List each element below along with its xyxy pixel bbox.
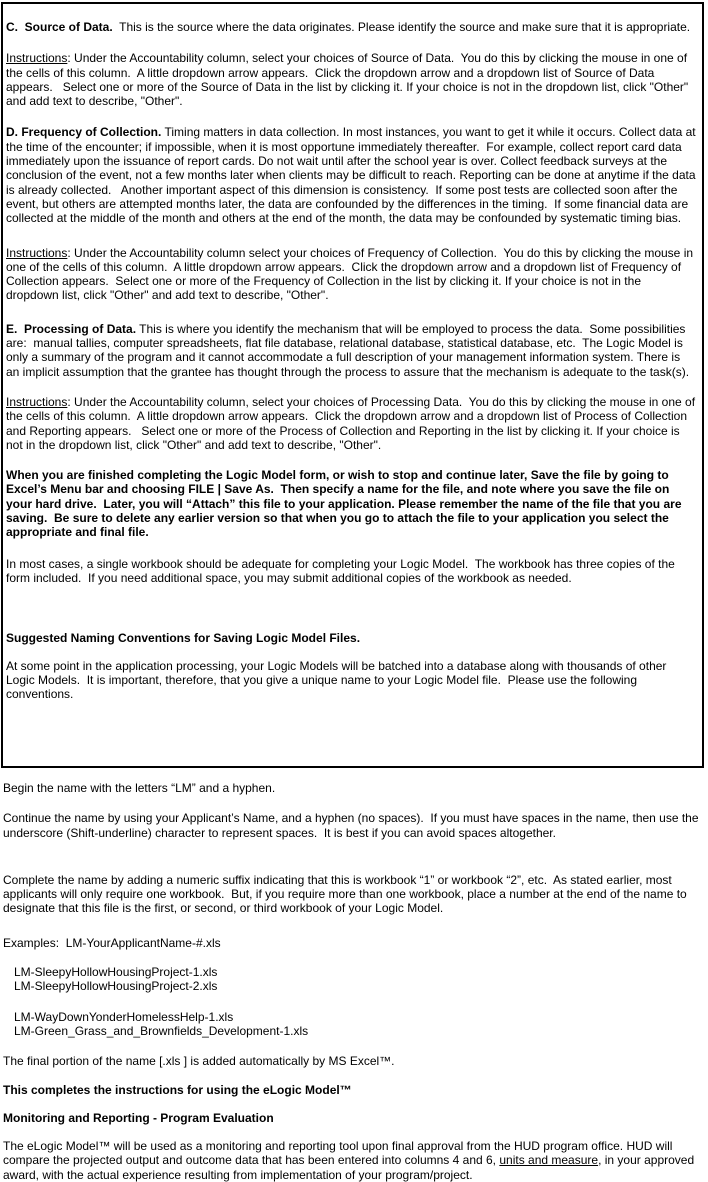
heading-monitoring-reporting <box>3 1111 705 1125</box>
para-unique-name <box>6 659 696 702</box>
text-run: Complete the name by adding a numeric suffix indicating that this is workbook “1” or workbook “2”, etc. As stated earlier, most applicants will only require one workbook. But, if you require more than one workbook, place a number at the end of the name to designate that this file is the first, or second, or third workbook of your Logic Model. <box>3 872 691 916</box>
bold-text-run: Suggested Naming Conventions for Saving Logic Model Files. <box>6 631 361 646</box>
para-instructions-source-of-data <box>6 51 696 108</box>
bold-text-run: E. Processing of Data. <box>6 321 137 336</box>
para-source-of-data <box>6 20 696 34</box>
text-run: In most cases, a single workbook should be adequate for completing your Logic Model. The workbook has three copies of the form included. If you need additional space, you may submit additional copies of the workbook as needed. <box>6 556 679 585</box>
bold-text-run: D. Frequency of Collection. <box>6 125 162 140</box>
underlined-text-run: Instructions <box>6 51 68 66</box>
text-run: : Under the Accountability column select your choices of Frequency of Collection. You do this by clicking the mouse in one of the cells of this column. A little dropdown arrow appears. Click the dropdown arrow and a dropdown list of Frequency of Collection appears. Select one or more of the Frequency of Collection in the list by clicking it. If your choice is not in the dropdown list, click "Other" and add text to describe, "Other". <box>6 245 697 303</box>
heading-naming-conventions <box>6 631 696 645</box>
para-instructions-processing-of-data <box>6 394 699 452</box>
text-run: , in your approved award, with the actual experience resulting from implementation of your program/project. <box>3 1153 698 1182</box>
example-filename <box>3 1010 705 1024</box>
para-monitoring-tool <box>3 1139 705 1182</box>
text-run: Examples: LM-YourApplicantName-#.xls <box>3 935 221 950</box>
text-run: LM-SleepyHollowHousingProject-1.xls <box>14 965 218 980</box>
text-run: Begin the name with the letters “LM” and a hyphen. <box>3 781 276 795</box>
instructions-box <box>1 2 704 768</box>
text-run: Continue the name by using your Applicant’s Name, and a hyphen (no spaces). If you must have spaces in the name, then use the underscore (Shift-underline) character to represent spaces. It is best if you can avoid spaces altogether. <box>3 811 702 840</box>
text-run: : Under the Accountability column, select your choices of Processing Data. You do this by clicking the mouse in one of the cells of this column. A little dropdown arrow appears. Click the dropdown arrow and a dropdown list of Process of Collection and Reporting appears. Select one or more of the Process of Collection and Reporting in the list by clicking it. If your choice is not in the dropdown list, click "Other" and add text to describe, "Other". <box>6 394 699 452</box>
text-run: This is the source where the data originates. Please identify the source and make sure that it is appropriate. <box>112 20 691 34</box>
underlined-text-run: Instructions <box>6 245 68 260</box>
underlined-text-run: Instructions <box>6 394 68 409</box>
para-complete-name <box>3 873 705 916</box>
para-continue-name <box>3 811 705 840</box>
para-completes-instructions <box>3 1083 705 1097</box>
para-processing-of-data <box>6 322 696 379</box>
text-run: The eLogic Model™ will be used as a monitoring and reporting tool upon final approval from the HUD program office. HUD will compare the projected output and outcome data that has been entered into columns 4 and 6, <box>3 1139 676 1168</box>
text-run: LM-SleepyHollowHousingProject-2.xls <box>14 979 218 994</box>
para-begin-name <box>3 781 705 795</box>
text-run: LM-WayDownYonderHomelessHelp-1.xls <box>14 1009 234 1024</box>
bold-text-run: When you are finished completing the Logic Model form, or wish to stop and continue later, Save the file by going to Excel’s Menu bar and choosing FILE | Save As. Then specify a name for the file, and note where you save the file on your hard drive. Later, you will “Attach” this file to your application. Please remember the name of the file that you are saving. Be sure to delete any earlier version so that when you go to attach the file to your application you select the appropriate and final file. <box>6 468 685 540</box>
text-run: The final portion of the name [.xls ] is added automatically by MS Excel™. <box>3 1054 395 1069</box>
bold-text-run: C. Source of Data. <box>6 20 113 34</box>
para-examples-label <box>3 936 705 950</box>
text-run: LM-Green_Grass_and_Brownfields_Development-1.xls <box>14 1023 309 1038</box>
text-run: : Under the Accountability column, select your choices of Source of Data. You do this by clicking the mouse in one of the cells of this column. A little dropdown arrow appears. Click the dropdown arrow and a dropdown list of Source of Data appears. Select one or more of the Source of Data in the list by clicking it. If your choice is not in the dropdown list, click "Other" and add text to describe, "Other". <box>6 51 692 109</box>
example-filename <box>3 979 705 993</box>
para-workbook-copies <box>6 557 696 586</box>
bold-text-run: Monitoring and Reporting - Program Evaluation <box>3 1110 274 1125</box>
example-filename <box>3 1024 705 1038</box>
underlined-text-run: units and measure <box>499 1153 599 1168</box>
para-frequency-of-collection <box>6 125 699 226</box>
example-filename <box>3 965 705 979</box>
bold-text-run: This completes the instructions for using the eLogic Model™ <box>3 1082 352 1097</box>
para-save-file-notice <box>6 468 696 539</box>
text-run: Timing matters in data collection. In most instances, you want to get it while it occurs. Collect data at the time of the encounter; if impossible, when it is most opportune immediately thereafter. For example, collect report card data immediately upon the issuance of report cards. Do not wait until after the school year is over. Collect feedback surveys at the conclusion of the event, not a few months later when clients may be difficult to reach. Reporting can be done at anytime if the data is already collected. Another important aspect of this dimension is consistency. If some post tests are collected soon after the event, but others are attempted months later, the data are confounded by the differences in the timing. If some financial data are collected at the middle of the month and others at the end of the month, the data may be confounded by systematic timing bias. <box>6 125 699 226</box>
text-run: At some point in the application processing, your Logic Models will be batched into a database along with thousands of other Logic Models. It is important, therefore, that you give a unique name to your Logic Model file. Please use the following conventions. <box>6 658 670 702</box>
para-instructions-frequency-of-collection <box>6 246 696 303</box>
para-xls-extension <box>3 1054 705 1068</box>
naming-conventions-section <box>3 781 705 1182</box>
text-run: This is where you identify the mechanism that will be employed to process the data. Some possibilities are: manual tallies, computer spreadsheets, flat file database, relational database, statistical database, etc. The Logic Model is only a summary of the program and it cannot accommodate a full description of your management information system. There is an implicit assumption that the grantee has thought through the process to assure that the mechanism is adequate to the task(s). <box>6 321 690 379</box>
